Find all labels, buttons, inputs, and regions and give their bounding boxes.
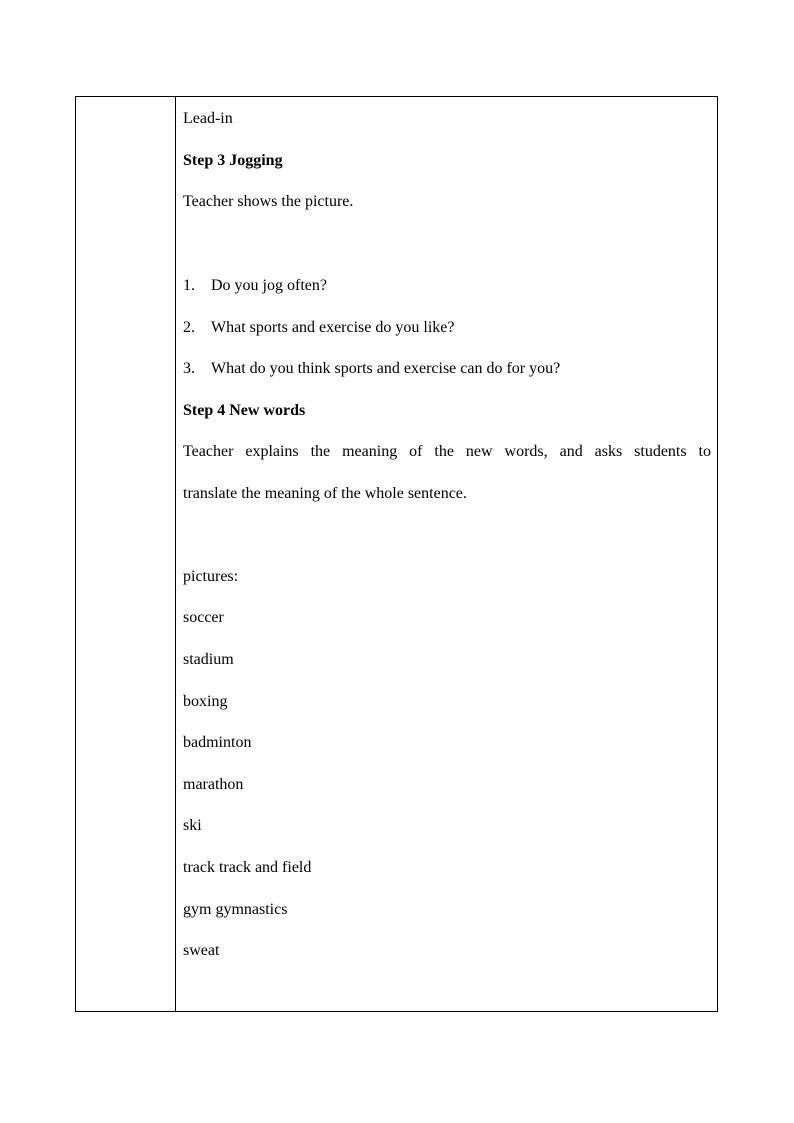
question-text: What do you think sports and exercise can do for you? — [211, 360, 561, 377]
vocab-word: gym gymnastics — [183, 901, 288, 918]
question-item — [183, 359, 560, 379]
lesson-table — [75, 96, 718, 1012]
question-text: Do you jog often? — [211, 277, 327, 294]
question-item — [183, 276, 327, 296]
left-empty-cell — [76, 97, 175, 1011]
step4-heading: Step 4 New words — [183, 402, 306, 419]
vocab-word: soccer — [183, 609, 224, 626]
step3-heading: Step 3 Jogging — [183, 152, 283, 169]
lead-in-label: Lead-in — [183, 110, 233, 127]
pictures-label: pictures: — [183, 568, 239, 585]
question-number: 1. — [183, 277, 195, 294]
question-number: 2. — [183, 319, 195, 336]
step3-intro: Teacher shows the picture. — [183, 193, 354, 210]
step4-explanation-line1: Teacher explains the meaning of the new words, and asks students to — [183, 443, 711, 460]
vocab-word: badminton — [183, 734, 252, 751]
question-item — [183, 318, 454, 338]
vocab-word: stadium — [183, 651, 234, 668]
question-number: 3. — [183, 360, 195, 377]
vocab-word: sweat — [183, 942, 220, 959]
vocab-word: track track and field — [183, 859, 312, 876]
column-divider — [175, 97, 176, 1011]
vocab-word: marathon — [183, 776, 244, 793]
vocab-word: ski — [183, 817, 202, 834]
vocab-word: boxing — [183, 693, 228, 710]
step4-explanation-line2: translate the meaning of the whole sentence. — [183, 485, 467, 502]
question-text: What sports and exercise do you like? — [211, 319, 455, 336]
